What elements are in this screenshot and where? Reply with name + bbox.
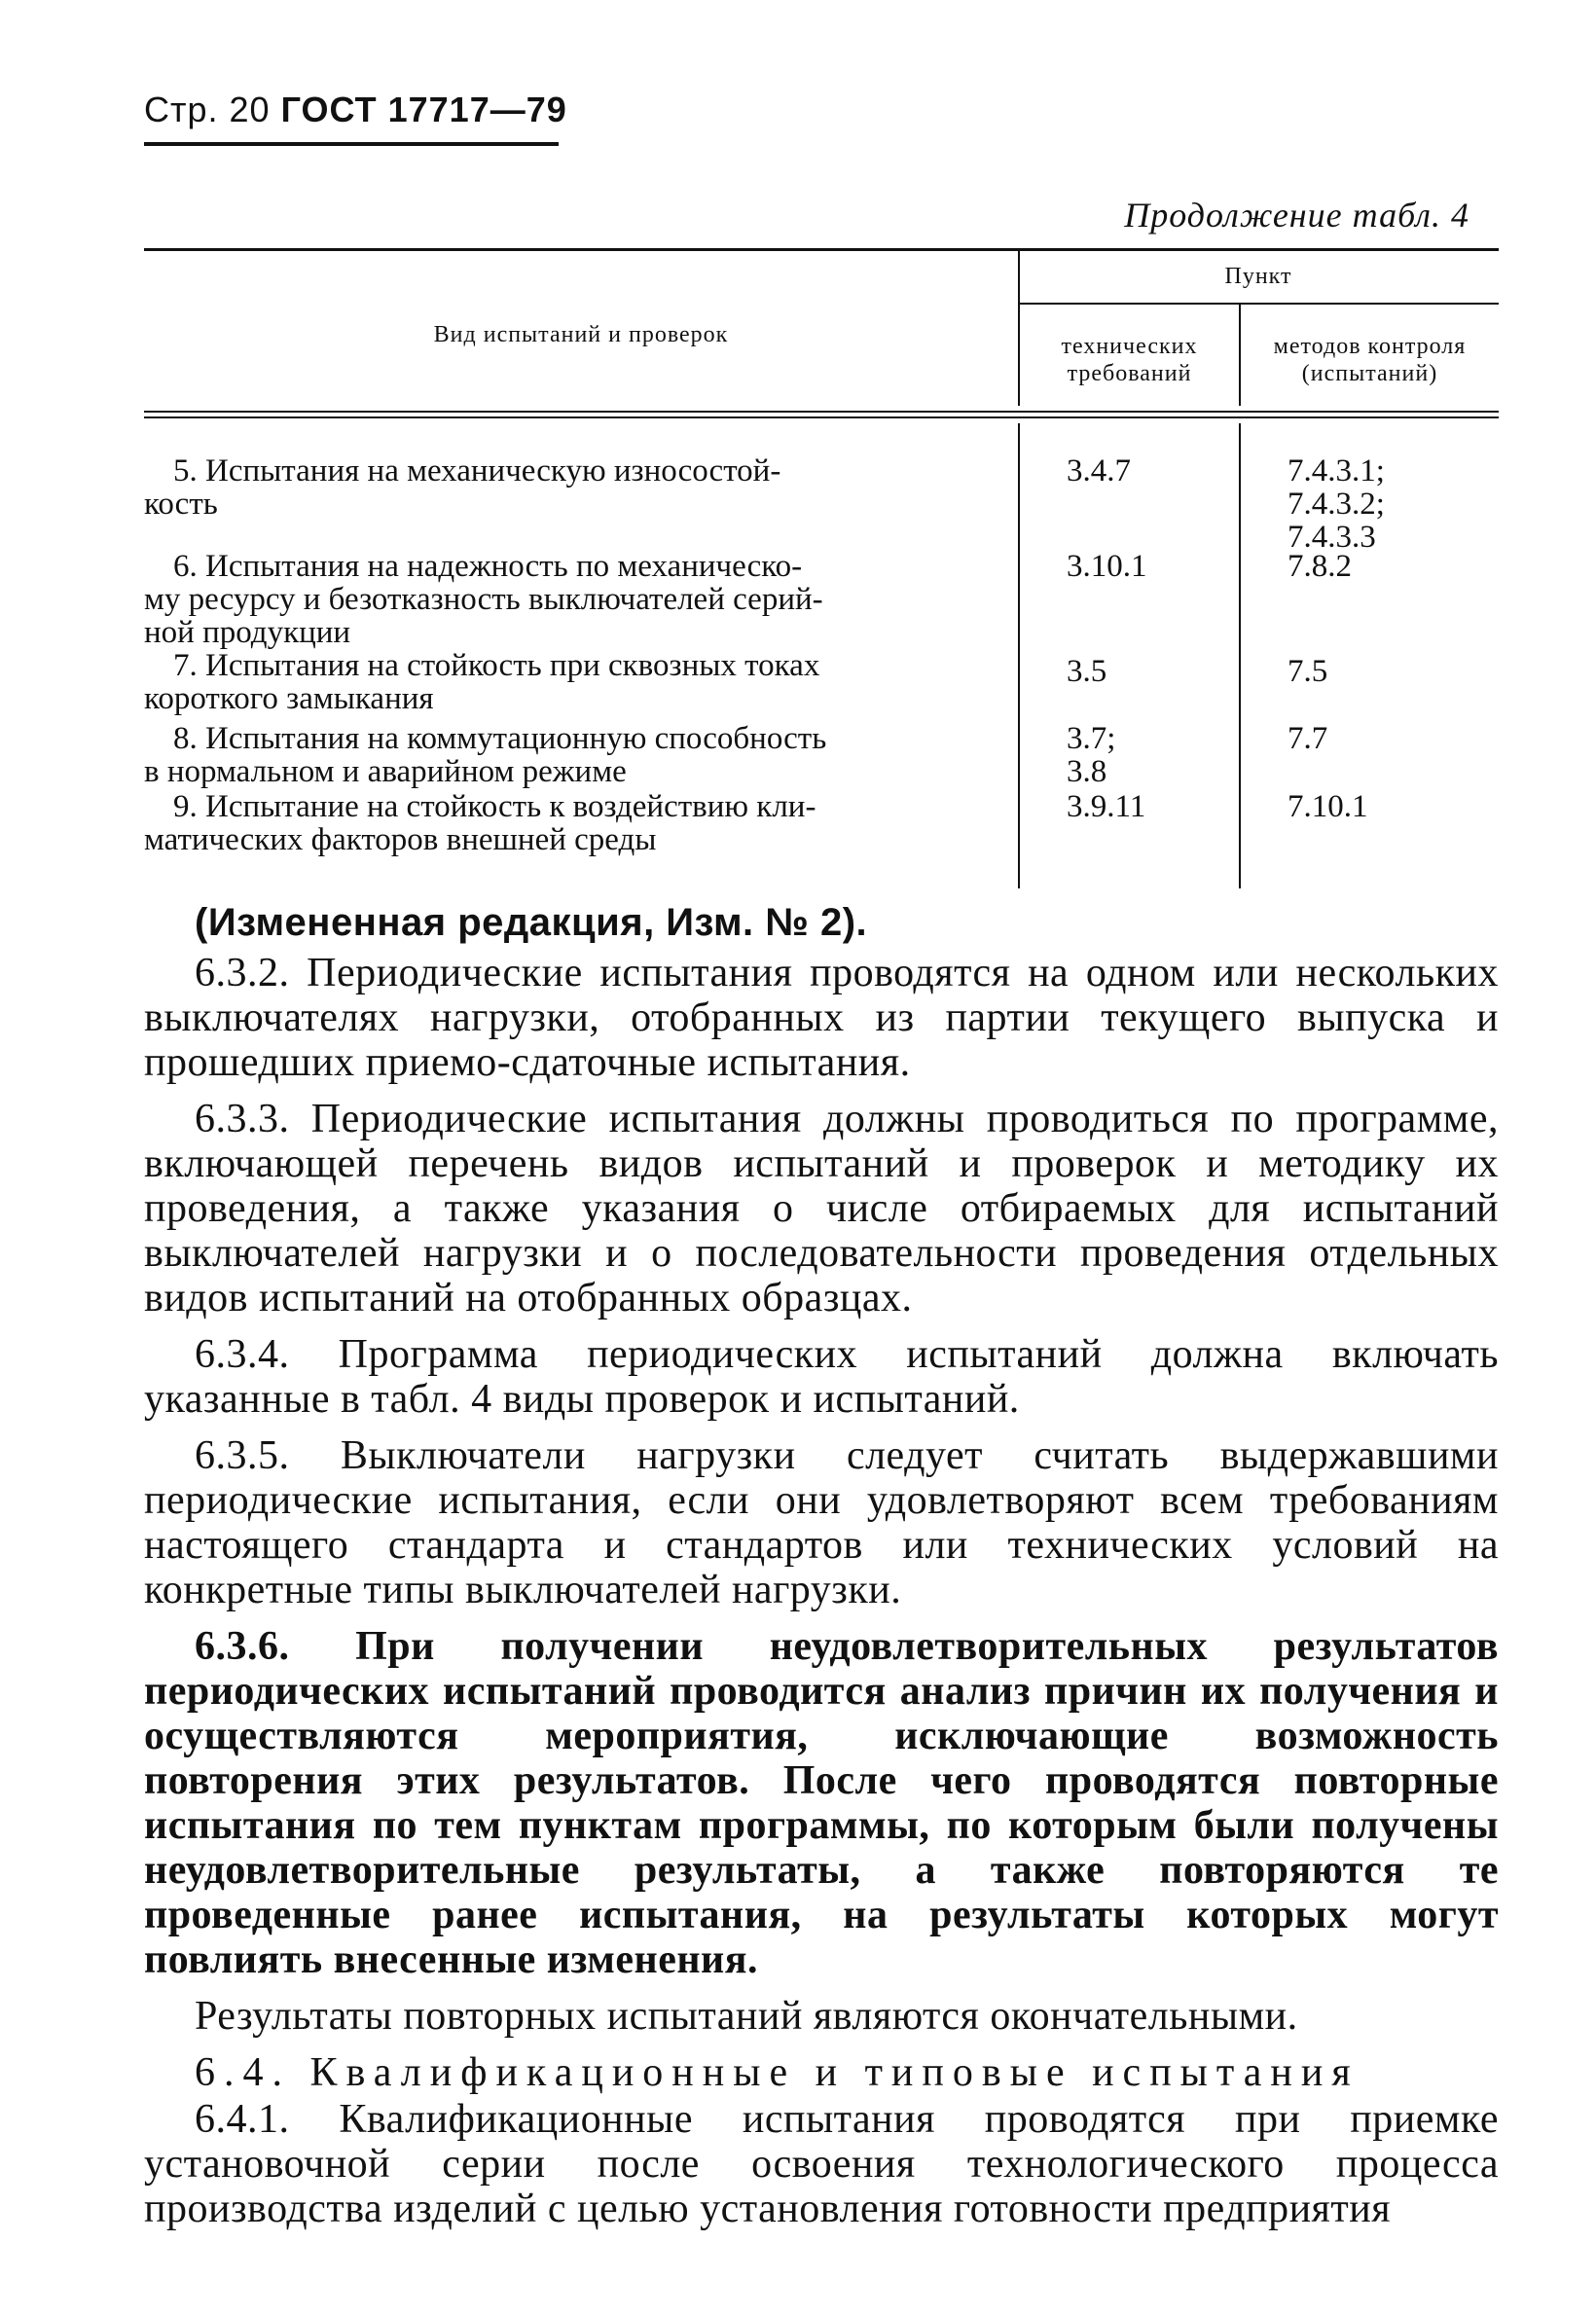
body-divider-1 bbox=[1018, 423, 1020, 888]
section-6-4-heading: 6.4. Квалификационные и типовые испытания bbox=[195, 2050, 1360, 2095]
paragraph-6-4-1: 6.4.1. Квалификационные испытания проводятся при приемке установочной серии после освоения технологического процесса производства изделий с целью установления готовности предприятия bbox=[144, 2097, 1499, 2231]
table-row-7-req: 3.5 bbox=[1067, 654, 1107, 689]
table-row-5-name: 5. Испытания на механическую износостой- кость bbox=[144, 453, 781, 522]
paragraph-final-results: Результаты повторных испытаний являются окончательными. bbox=[195, 1994, 1298, 2039]
table-caption: Продолжение табл. 4 bbox=[1124, 196, 1469, 235]
table-row-6-req: 3.10.1 bbox=[1067, 549, 1147, 584]
header-bottom-rule-2 bbox=[144, 416, 1499, 418]
paragraph-6-3-3: 6.3.3. Периодические испытания должны проводиться по программе, включающей перечень видов испытаний и проверок и методику их проведения, а также указания о числе отбираемых для испытаний выключателей нагрузки и о последовательности проведения отдельных видов испытаний на отобранных образцах. bbox=[144, 1097, 1499, 1320]
header-rule bbox=[144, 142, 559, 146]
document-body bbox=[144, 900, 1499, 2243]
table-row-9-req: 3.9.11 bbox=[1067, 789, 1146, 824]
paragraph-6-3-6: 6.3.6. При получении неудовлетворительных результатов периодических испытаний проводится анализ причин их получения и осуществляются мероприятия, исключающие возможность повторения этих результатов. После чего проводятся повторные испытания по тем пунктам программы, по которым были получены неудовлетворительные результаты, а также повторяются те проведенные ранее испытания, на результаты которых могут повлиять внесенные изменения. bbox=[144, 1624, 1499, 1982]
group-header-rule bbox=[1018, 303, 1499, 305]
table-row-8-method: 7.7 bbox=[1288, 721, 1328, 756]
table-row-6-method: 7.8.2 bbox=[1288, 549, 1352, 584]
table-row-7-name: 7. Испытания на стойкость при сквозных токах короткого замыкания bbox=[144, 648, 820, 716]
group-header-punkt: Пункт bbox=[1224, 264, 1292, 289]
table-row-8-req: 3.7; 3.8 bbox=[1067, 721, 1116, 789]
col-method-header: методов контроля (испытаний) bbox=[1273, 334, 1467, 386]
amendment-note: (Измененная редакция, Изм. № 2). bbox=[195, 901, 868, 944]
table-top-rule bbox=[144, 248, 1499, 251]
col-name-header: Вид испытаний и проверок bbox=[433, 322, 729, 347]
standard-code: ГОСТ 17717—79 bbox=[280, 90, 567, 129]
table-row-9-name: 9. Испытание на стойкость к воздействию кли- матических факторов внешней среды bbox=[144, 789, 816, 857]
table-row-8-name: 8. Испытания на коммутационную способность в нормальном и аварийном режиме bbox=[144, 721, 827, 789]
table-row-9-method: 7.10.1 bbox=[1288, 789, 1368, 824]
paragraph-6-3-5: 6.3.5. Выключатели нагрузки следует считать выдержавшими периодические испытания, если они удовлетворяют всем требованиям настоящего стандарта и стандартов или технических условий на конкретные типы выключателей нагрузки. bbox=[144, 1433, 1499, 1612]
paragraph-6-3-2: 6.3.2. Периодические испытания проводятся на одном или нескольких выключателях нагрузки, отобранных из партии текущего выпуска и прошедших приемо-сдаточные испытания. bbox=[144, 951, 1499, 1085]
page-header bbox=[144, 90, 567, 130]
col-req-header: технических требований bbox=[1061, 334, 1198, 386]
table-row-5-method: 7.4.3.1; 7.4.3.2; 7.4.3.3 bbox=[1288, 453, 1385, 555]
table-row-7-method: 7.5 bbox=[1288, 654, 1328, 689]
table-row-6-name: 6. Испытания на надежность по механическо- му ресурсу и безотказность выключателей серий- ной продукции bbox=[144, 549, 823, 650]
paragraph-6-3-4: 6.3.4. Программа периодических испытаний должна включать указанные в табл. 4 виды проверок и испытаний. bbox=[144, 1332, 1499, 1422]
table-row-5-req: 3.4.7 bbox=[1067, 453, 1131, 488]
header-bottom-rule-1 bbox=[144, 411, 1499, 413]
page-number: Стр. 20 bbox=[144, 90, 271, 129]
